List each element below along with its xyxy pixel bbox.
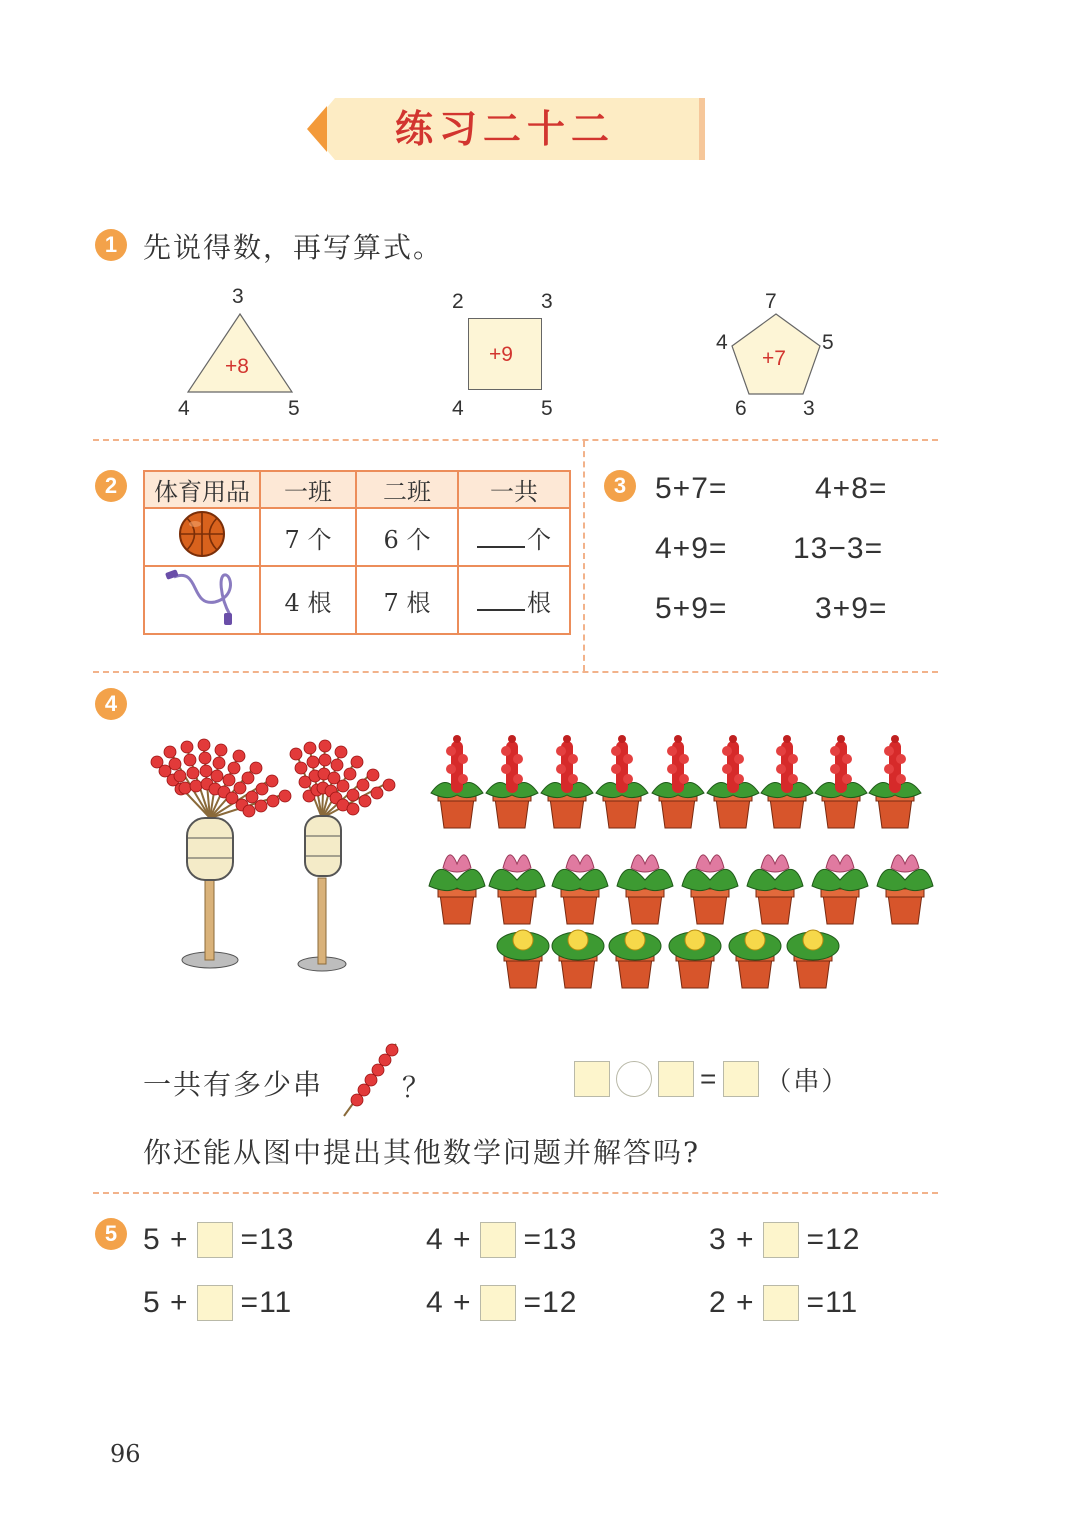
equation-right: =12	[523, 1286, 578, 1319]
question-1-badge: 1	[95, 229, 127, 261]
unit-label: 根	[527, 588, 551, 617]
answer-box[interactable]	[763, 1222, 799, 1258]
equation-left: 4 +	[426, 1286, 472, 1319]
equation: 4+8=	[815, 472, 888, 505]
question-5-badge: 5	[95, 1218, 127, 1250]
page-number: 96	[110, 1440, 141, 1468]
fill-equation	[143, 1285, 292, 1321]
equation-right: =11	[806, 1286, 859, 1319]
pentagon-num-top: 7	[765, 290, 777, 313]
operator-circle[interactable]	[616, 1061, 652, 1097]
answer-box[interactable]	[658, 1061, 694, 1097]
equation-left: 3 +	[709, 1223, 755, 1256]
square-num-tl: 2	[452, 290, 464, 313]
fill-equation	[709, 1285, 858, 1321]
table-header: 体育用品	[144, 471, 260, 508]
triangle-operator: +8	[225, 355, 249, 378]
question-4-text: 一共有多少串	[143, 1068, 324, 1101]
equals-sign: =	[700, 1063, 718, 1094]
followup-question: 你还能从图中提出其他数学问题并解答吗?	[143, 1136, 701, 1169]
divider-3	[93, 1192, 938, 1194]
answer-box[interactable]	[574, 1061, 610, 1097]
table-cell: 7 个	[260, 508, 356, 566]
equation-right: =11	[240, 1286, 293, 1319]
divider-2	[93, 671, 938, 673]
answer-box[interactable]	[197, 1285, 233, 1321]
equation-right: =13	[240, 1223, 295, 1256]
table-header: 二班	[356, 471, 458, 508]
answer-blank[interactable]	[477, 589, 525, 611]
pentagon-num-br: 3	[803, 397, 815, 420]
square-operator: +9	[489, 343, 513, 366]
equation-right: =13	[523, 1223, 578, 1256]
basketball-icon	[144, 508, 260, 566]
answer-box[interactable]	[480, 1285, 516, 1321]
table-cell: 6 个	[356, 508, 458, 566]
answer-box[interactable]	[763, 1285, 799, 1321]
unit-label: 个	[527, 525, 551, 554]
table-cell-answer[interactable]	[458, 508, 570, 566]
divider-1	[93, 439, 938, 441]
table-cell: 7 根	[356, 566, 458, 634]
fill-equation	[709, 1222, 860, 1258]
square-num-bl: 4	[452, 397, 464, 420]
question-4-badge: 4	[95, 688, 127, 720]
equation-left: 2 +	[709, 1286, 755, 1319]
flower-pots-illustration	[425, 728, 940, 993]
equation: 5+9=	[655, 592, 728, 625]
candied-haws-illustration	[135, 738, 405, 978]
square-num-br: 5	[541, 397, 553, 420]
unit-label: （串）	[765, 1066, 850, 1097]
equation: 4+9=	[655, 532, 728, 565]
triangle-num-right: 5	[288, 397, 300, 420]
equation: 13−3=	[793, 532, 884, 565]
vertical-divider	[583, 441, 585, 671]
jump-rope-icon	[144, 566, 260, 634]
answer-box[interactable]	[480, 1222, 516, 1258]
equation: 3+9=	[815, 592, 888, 625]
square-num-tr: 3	[541, 290, 553, 313]
triangle-num-top: 3	[232, 285, 244, 308]
pentagon-num-bl: 6	[735, 397, 747, 420]
pentagon-num-left: 4	[716, 331, 728, 354]
candied-haw-icon	[338, 1040, 400, 1120]
sports-table	[143, 470, 571, 635]
equation-right: =12	[806, 1223, 861, 1256]
fill-equation	[143, 1222, 294, 1258]
equation-left: 5 +	[143, 1286, 189, 1319]
equation-left: 5 +	[143, 1223, 189, 1256]
triangle-shape	[185, 312, 295, 394]
equation-left: 4 +	[426, 1223, 472, 1256]
answer-blank[interactable]	[477, 526, 525, 548]
fill-equation	[426, 1222, 577, 1258]
table-cell-answer[interactable]	[458, 566, 570, 634]
answer-equation	[574, 1061, 849, 1097]
question-mark: ？	[402, 1071, 433, 1104]
equation: 5+7=	[655, 472, 728, 505]
pentagon-num-right: 5	[822, 331, 834, 354]
table-header: 一共	[458, 471, 570, 508]
pentagon-operator: +7	[762, 347, 786, 370]
title-banner	[305, 96, 705, 162]
triangle-num-left: 4	[178, 397, 190, 420]
table-header: 一班	[260, 471, 356, 508]
question-1-instruction: 先说得数，再写算式。	[143, 231, 444, 264]
page-title: 练习二十二	[394, 106, 615, 151]
answer-box[interactable]	[723, 1061, 759, 1097]
table-row	[144, 508, 570, 566]
question-3-badge: 3	[604, 470, 636, 502]
question-2-badge: 2	[95, 470, 127, 502]
table-cell: 4 根	[260, 566, 356, 634]
fill-equation	[426, 1285, 577, 1321]
table-row	[144, 566, 570, 634]
answer-box[interactable]	[197, 1222, 233, 1258]
